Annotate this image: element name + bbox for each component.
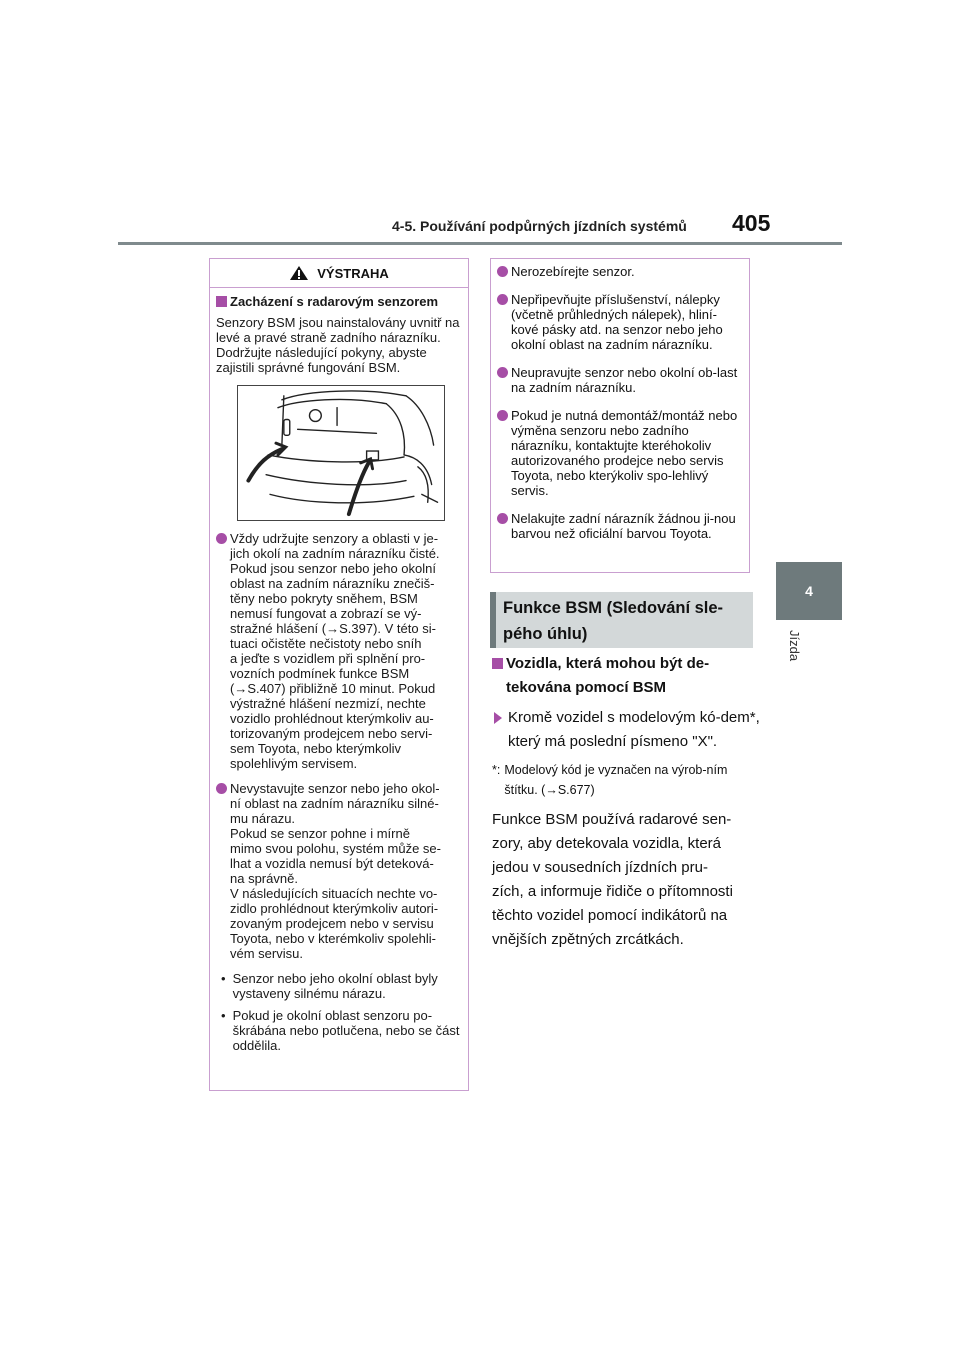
warning-intro: Senzory BSM jsou nainstalovány uvnitř na levé a pravé straně zadního nárazníku. Dodržujte následující pokyny, abyste zajistili správné fungování BSM. [216,315,460,375]
warning-sub-bullet: • Senzor nebo jeho okolní oblast byly vystaveny silnému nárazu. [216,971,462,1001]
warning-sub-bullet-text: Pokud je okolní oblast senzoru po-škrábána nebo potlučena, nebo se část oddělila. [232,1008,460,1053]
caution-bullet [497,264,743,279]
round-bullet-icon [497,410,508,421]
warning-triangle-icon [289,265,309,281]
warning-continuation-box [490,258,750,573]
warning-bullet-text: Nevystavujte senzor nebo jeho okol- ní oblast na zadním nárazníku silné- mu nárazu. Pokud se senzor pohne i mírně mimo svou polohu, systém může se- lhat a vozidla nemusí být deteková- na správně. V následujících situacích nechte vo- zidlo prohlédnout kterýmkoliv autori- zovaným prodejcem nebo v servisu Toyota, nebo v kterémkoliv spolehli- vém servisu. [230,781,441,961]
warning-sub-bullet-text: Senzor nebo jeho okolní oblast byly vystaveny silnému nárazu. [232,971,438,1001]
subheading-text: Vozidla, která mohou být de- tekována pomocí BSM [506,655,710,696]
warning-bullet-text: Vždy udržujte senzory a oblasti v je- jich okolí na zadním nárazníku čisté. Pokud jsou senzor nebo jeho okolní oblast na zadním nárazníku znečiš- těny nebo pokryty sněhem, BSM nemusí fungovat a zobrazí se vý- stražné hlášení (→S.397). V této si- tuaci očistěte nečistoty nebo sníh a jeďte s vozidlem při splnění pro- vozních podmínek funkce BSM (→S.407) přibližně 10 minut. Pokud výstražné hlášení nezmizí, nechte vozidlo prohlédnout kterýmkoliv au- torizovaným prodejcem nebo servi- sem Toyota, nebo kterýmkoliv spolehlivým servisem. [230,531,440,771]
warning-bullet [216,781,462,961]
round-bullet-icon [497,367,508,378]
round-bullet-icon [216,783,227,794]
round-bullet-icon [497,513,508,524]
caution-bullet-text: Pokud je nutná demontáž/montáž nebo výměna senzoru nebo zadního nárazníku, kontaktujte kteréhokoliv autorizovaného prodejce nebo servis Toyota, nebo kterýkoliv spo-lehlivý servis. [511,408,738,498]
subheading [492,652,762,700]
warning-sub-bullet: • Pokud je okolní oblast senzoru po-škrábána nebo potlučena, nebo se část oddělila. [216,1008,462,1053]
caution-bullet-text: Nepřipevňujte příslušenství, nálepky (včetně průhledných nálepek), hliní-kové pásky atd. na senzor nebo jeho okolní oblast na zadním nárazníku. [511,292,723,352]
arrow-bullet-icon [494,712,502,724]
caution-bullet-text: Nelakujte zadní nárazník žádnou ji-nou barvou než oficiální barvou Toyota. [511,511,736,541]
section-heading: Funkce BSM (Sledování sle- pého úhlu) [490,592,753,648]
square-bullet-icon [216,296,227,307]
warning-bullet [216,531,462,771]
arrow-item-text: Kromě vozidel s modelovým kó-dem*, který má poslední písmeno "X". [508,709,760,750]
rear-bumper-sensor-illustration [237,385,445,521]
footnote-mark: *: [492,763,501,777]
body-paragraph: Funkce BSM používá radarové sen- zory, aby detekovala vozidla, která jedou v sousedních jízdních pru- zích, a informuje řidiče o přítomnosti těchto vozidel pomocí indikátorů na vnějších zpětných zrcátkách. [492,811,733,948]
caution-bullet [497,408,743,498]
warning-header [210,259,468,288]
chapter-number: 4 [805,583,813,599]
round-bullet-icon [497,266,508,277]
warning-heading [216,294,462,309]
arrow-item [492,706,762,754]
header-rule [118,242,842,245]
footnote [492,760,762,800]
caution-bullet [497,511,743,541]
footnote-text: Modelový kód je vyznačen na výrob-ním štítku. (→S.677) [504,763,728,797]
section-title: 4-5. Používání podpůrných jízdních systémů [392,218,687,234]
chapter-label: Jízda [787,630,802,662]
caution-bullet-text: Neupravujte senzor nebo okolní ob-last na zadním nárazníku. [511,365,738,395]
warning-box [209,258,469,1091]
main-content [492,652,762,952]
caution-bullet [497,292,743,352]
round-bullet-icon [216,533,227,544]
warning-heading-text: Zacházení s radarovým senzorem [230,294,439,309]
warning-title: VÝSTRAHA [317,265,389,281]
caution-bullet-text: Nerozebírejte senzor. [511,264,635,279]
square-bullet-icon [492,658,503,669]
chapter-tab[interactable] [776,562,842,620]
round-bullet-icon [497,294,508,305]
caution-bullet [497,365,743,395]
page-number: 405 [732,210,771,236]
